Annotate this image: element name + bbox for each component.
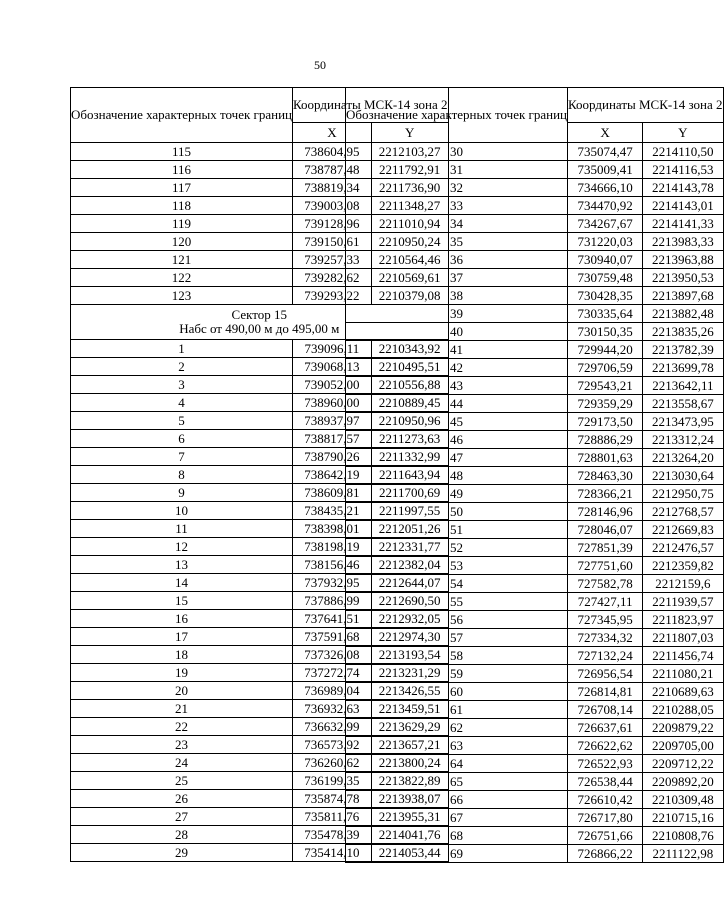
y-coordinate: 2210379,08 — [371, 287, 448, 305]
x-coordinate: 727851,39 — [568, 539, 643, 557]
y-coordinate: 2211348,27 — [371, 197, 448, 215]
x-coordinate: 726956,54 — [568, 665, 643, 683]
point-number: 60 — [346, 683, 568, 701]
y-coordinate: 2212950,75 — [643, 485, 723, 503]
point-number: 55 — [346, 593, 568, 611]
x-coordinate: 736989,04 — [293, 682, 372, 700]
x-coordinate: 735811,76 — [293, 808, 372, 826]
table-row — [346, 305, 724, 323]
point-number: 61 — [346, 701, 568, 719]
point-number: 7 — [71, 448, 293, 466]
point-number: 58 — [346, 647, 568, 665]
x-coordinate: 726538,44 — [568, 773, 643, 791]
x-coordinate: 737272,74 — [293, 664, 372, 682]
y-coordinate: 2210689,63 — [643, 683, 723, 701]
point-number: 37 — [346, 269, 568, 287]
x-coordinate: 730335,64 — [568, 305, 643, 323]
table-row — [346, 827, 724, 845]
x-coordinate: 737886,99 — [293, 592, 372, 610]
x-coordinate: 726708,14 — [568, 701, 643, 719]
header-coordinates: Координаты МСК-14 зона 2 — [568, 88, 724, 123]
y-coordinate: 2213835,26 — [643, 323, 723, 341]
point-number: 116 — [71, 161, 293, 179]
point-number: 118 — [71, 197, 293, 215]
point-number: 117 — [71, 179, 293, 197]
y-coordinate: 2210288,05 — [643, 701, 723, 719]
point-number: 47 — [346, 449, 568, 467]
x-coordinate: 738604,95 — [293, 143, 372, 161]
table-row — [346, 647, 724, 665]
point-number: 22 — [71, 718, 293, 736]
point-number: 66 — [346, 791, 568, 809]
y-coordinate: 2214041,76 — [371, 826, 448, 844]
table-row — [346, 359, 724, 377]
y-coordinate: 2212974,30 — [371, 628, 448, 646]
point-number: 29 — [71, 844, 293, 862]
point-number: 6 — [71, 430, 293, 448]
table-row — [346, 323, 724, 341]
x-coordinate: 729173,50 — [568, 413, 643, 431]
y-coordinate: 2211792,91 — [371, 161, 448, 179]
x-coordinate: 734470,92 — [568, 197, 643, 215]
table-row — [346, 485, 724, 503]
point-number: 119 — [71, 215, 293, 233]
y-coordinate: 2211122,98 — [643, 845, 723, 863]
point-number: 31 — [346, 161, 568, 179]
point-number: 14 — [71, 574, 293, 592]
y-coordinate: 2211939,57 — [643, 593, 723, 611]
x-coordinate: 736932,63 — [293, 700, 372, 718]
table-row — [346, 179, 724, 197]
point-number: 50 — [346, 503, 568, 521]
table-row — [346, 773, 724, 791]
x-coordinate: 738642,19 — [293, 466, 372, 484]
point-number: 41 — [346, 341, 568, 359]
table-row — [346, 251, 724, 269]
y-coordinate: 2213193,54 — [371, 646, 448, 664]
point-number: 2 — [71, 358, 293, 376]
table-row — [346, 161, 724, 179]
x-coordinate: 739052,00 — [293, 376, 372, 394]
point-number: 68 — [346, 827, 568, 845]
header-point-label: Обозначение характерных точек границ — [71, 88, 293, 143]
y-coordinate: 2211080,21 — [643, 665, 723, 683]
y-coordinate: 2213950,53 — [643, 269, 723, 287]
point-number: 17 — [71, 628, 293, 646]
y-coordinate: 2212382,04 — [371, 556, 448, 574]
point-number: 48 — [346, 467, 568, 485]
y-coordinate: 2214053,44 — [371, 844, 448, 862]
x-coordinate: 739096,11 — [293, 340, 372, 358]
x-coordinate: 735478,39 — [293, 826, 372, 844]
x-coordinate: 729706,59 — [568, 359, 643, 377]
y-coordinate: 2210950,96 — [371, 412, 448, 430]
y-coordinate: 2213963,88 — [643, 251, 723, 269]
point-number: 65 — [346, 773, 568, 791]
y-coordinate: 2210343,92 — [371, 340, 448, 358]
y-coordinate: 2212051,26 — [371, 520, 448, 538]
y-coordinate: 2212159,6 — [643, 575, 723, 593]
point-number: 12 — [71, 538, 293, 556]
x-coordinate: 737591,68 — [293, 628, 372, 646]
x-coordinate: 737641,51 — [293, 610, 372, 628]
x-coordinate: 727334,32 — [568, 629, 643, 647]
x-coordinate: 726717,80 — [568, 809, 643, 827]
table-row — [346, 377, 724, 395]
y-coordinate: 2212644,07 — [371, 574, 448, 592]
table-row — [346, 557, 724, 575]
y-coordinate: 2213231,29 — [371, 664, 448, 682]
x-coordinate: 726610,42 — [568, 791, 643, 809]
sector-title: Сектор 15 — [231, 307, 288, 322]
point-number: 52 — [346, 539, 568, 557]
point-number: 121 — [71, 251, 293, 269]
point-number: 120 — [71, 233, 293, 251]
y-coordinate: 2213938,07 — [371, 790, 448, 808]
point-number: 26 — [71, 790, 293, 808]
table-row — [346, 287, 724, 305]
y-coordinate: 2213897,68 — [643, 287, 723, 305]
x-coordinate: 739128,96 — [293, 215, 372, 233]
table-row — [346, 143, 724, 161]
table-row — [346, 197, 724, 215]
table-row — [346, 215, 724, 233]
point-number: 59 — [346, 665, 568, 683]
point-number: 30 — [346, 143, 568, 161]
y-coordinate: 2213782,39 — [643, 341, 723, 359]
point-number: 51 — [346, 521, 568, 539]
x-coordinate: 738790,26 — [293, 448, 372, 466]
y-coordinate: 2213657,21 — [371, 736, 448, 754]
point-number: 8 — [71, 466, 293, 484]
x-coordinate: 735074,47 — [568, 143, 643, 161]
y-coordinate: 2213459,51 — [371, 700, 448, 718]
y-coordinate: 2213030,64 — [643, 467, 723, 485]
x-coordinate: 737326,08 — [293, 646, 372, 664]
x-coordinate: 738609,81 — [293, 484, 372, 502]
header-y: Y — [371, 123, 448, 143]
point-number: 56 — [346, 611, 568, 629]
point-number: 40 — [346, 323, 568, 341]
header-coordinates: Координаты МСК-14 зона 2 — [293, 88, 449, 123]
table-row — [346, 395, 724, 413]
y-coordinate: 2211700,69 — [371, 484, 448, 502]
y-coordinate: 2211643,94 — [371, 466, 448, 484]
point-number: 25 — [71, 772, 293, 790]
point-number: 43 — [346, 377, 568, 395]
point-number: 35 — [346, 233, 568, 251]
y-coordinate: 2213699,78 — [643, 359, 723, 377]
x-coordinate: 727345,95 — [568, 611, 643, 629]
point-number: 42 — [346, 359, 568, 377]
y-coordinate: 2209705,00 — [643, 737, 723, 755]
y-coordinate: 2212690,50 — [371, 592, 448, 610]
x-coordinate: 726637,61 — [568, 719, 643, 737]
y-coordinate: 2211010,94 — [371, 215, 448, 233]
table-row — [346, 755, 724, 773]
point-number: 3 — [71, 376, 293, 394]
x-coordinate: 729944,20 — [568, 341, 643, 359]
table-row — [346, 845, 724, 863]
table-row — [346, 503, 724, 521]
x-coordinate: 726622,62 — [568, 737, 643, 755]
x-coordinate: 727751,60 — [568, 557, 643, 575]
point-number: 49 — [346, 485, 568, 503]
x-coordinate: 739282,62 — [293, 269, 372, 287]
x-coordinate: 731220,03 — [568, 233, 643, 251]
point-number: 28 — [71, 826, 293, 844]
point-number: 4 — [71, 394, 293, 412]
y-coordinate: 2211823,97 — [643, 611, 723, 629]
y-coordinate: 2213473,95 — [643, 413, 723, 431]
table-row — [346, 233, 724, 251]
y-coordinate: 2213882,48 — [643, 305, 723, 323]
y-coordinate: 2212331,77 — [371, 538, 448, 556]
x-coordinate: 738937,97 — [293, 412, 372, 430]
point-number: 115 — [71, 143, 293, 161]
point-number: 64 — [346, 755, 568, 773]
y-coordinate: 2212669,83 — [643, 521, 723, 539]
x-coordinate: 737932,95 — [293, 574, 372, 592]
y-coordinate: 2211332,99 — [371, 448, 448, 466]
point-number: 21 — [71, 700, 293, 718]
point-number: 9 — [71, 484, 293, 502]
table-row — [346, 701, 724, 719]
y-coordinate: 2210950,24 — [371, 233, 448, 251]
point-number: 16 — [71, 610, 293, 628]
x-coordinate: 728886,29 — [568, 431, 643, 449]
point-number: 10 — [71, 502, 293, 520]
x-coordinate: 738156,46 — [293, 556, 372, 574]
y-coordinate: 2210556,88 — [371, 376, 448, 394]
sector-subtitle: Набс от 490,00 м до 495,00 м — [179, 321, 340, 336]
table-row — [346, 809, 724, 827]
table-row — [346, 467, 724, 485]
x-coordinate: 728046,07 — [568, 521, 643, 539]
y-coordinate: 2213822,89 — [371, 772, 448, 790]
x-coordinate: 736573,92 — [293, 736, 372, 754]
x-coordinate: 739293,22 — [293, 287, 372, 305]
point-number: 13 — [71, 556, 293, 574]
x-coordinate: 727427,11 — [568, 593, 643, 611]
point-number: 45 — [346, 413, 568, 431]
x-coordinate: 726522,93 — [568, 755, 643, 773]
x-coordinate: 735009,41 — [568, 161, 643, 179]
point-number: 27 — [71, 808, 293, 826]
y-coordinate: 2214143,78 — [643, 179, 723, 197]
y-coordinate: 2213800,24 — [371, 754, 448, 772]
x-coordinate: 736199,35 — [293, 772, 372, 790]
point-number: 63 — [346, 737, 568, 755]
y-coordinate: 2209712,22 — [643, 755, 723, 773]
x-coordinate: 736260,62 — [293, 754, 372, 772]
point-number: 32 — [346, 179, 568, 197]
point-number: 33 — [346, 197, 568, 215]
y-coordinate: 2214116,53 — [643, 161, 723, 179]
x-coordinate: 728463,30 — [568, 467, 643, 485]
point-number: 54 — [346, 575, 568, 593]
y-coordinate: 2214141,33 — [643, 215, 723, 233]
x-coordinate: 726814,81 — [568, 683, 643, 701]
y-coordinate: 2211736,90 — [371, 179, 448, 197]
x-coordinate: 739003,08 — [293, 197, 372, 215]
x-coordinate: 730940,07 — [568, 251, 643, 269]
y-coordinate: 2209892,20 — [643, 773, 723, 791]
header-x: X — [568, 123, 643, 143]
header-point-label: Обозначение характерных точек границ — [346, 88, 568, 143]
x-coordinate: 730428,35 — [568, 287, 643, 305]
coordinates-table-right — [345, 87, 724, 863]
table-row — [346, 719, 724, 737]
point-number: 18 — [71, 646, 293, 664]
table-row — [346, 269, 724, 287]
point-number: 46 — [346, 431, 568, 449]
y-coordinate: 2213629,29 — [371, 718, 448, 736]
y-coordinate: 2211997,55 — [371, 502, 448, 520]
y-coordinate: 2210309,48 — [643, 791, 723, 809]
point-number: 69 — [346, 845, 568, 863]
y-coordinate: 2211456,74 — [643, 647, 723, 665]
x-coordinate: 739068,13 — [293, 358, 372, 376]
table-row — [346, 629, 724, 647]
y-coordinate: 2210564,46 — [371, 251, 448, 269]
x-coordinate: 738198,19 — [293, 538, 372, 556]
y-coordinate: 2210715,16 — [643, 809, 723, 827]
y-coordinate: 2212768,57 — [643, 503, 723, 521]
point-number: 20 — [71, 682, 293, 700]
point-number: 123 — [71, 287, 293, 305]
point-number: 11 — [71, 520, 293, 538]
y-coordinate: 2213426,55 — [371, 682, 448, 700]
x-coordinate: 736632,99 — [293, 718, 372, 736]
x-coordinate: 726751,66 — [568, 827, 643, 845]
y-coordinate: 2210495,51 — [371, 358, 448, 376]
point-number: 53 — [346, 557, 568, 575]
y-coordinate: 2210808,76 — [643, 827, 723, 845]
table-row — [346, 413, 724, 431]
x-coordinate: 738817,57 — [293, 430, 372, 448]
point-number: 57 — [346, 629, 568, 647]
x-coordinate: 730759,48 — [568, 269, 643, 287]
table-row — [346, 521, 724, 539]
table-row — [346, 683, 724, 701]
table-row — [346, 611, 724, 629]
header-y: Y — [643, 123, 723, 143]
page-number: 50 — [314, 58, 326, 72]
table-row — [346, 791, 724, 809]
y-coordinate: 2214143,01 — [643, 197, 723, 215]
x-coordinate: 729543,21 — [568, 377, 643, 395]
x-coordinate: 728366,21 — [568, 485, 643, 503]
y-coordinate: 2212103,27 — [371, 143, 448, 161]
point-number: 5 — [71, 412, 293, 430]
x-coordinate: 738398,01 — [293, 520, 372, 538]
y-coordinate: 2211273,63 — [371, 430, 448, 448]
table-row — [346, 431, 724, 449]
table-row — [346, 665, 724, 683]
point-number: 38 — [346, 287, 568, 305]
y-coordinate: 2213955,31 — [371, 808, 448, 826]
x-coordinate: 735414,10 — [293, 844, 372, 862]
x-coordinate: 727132,24 — [568, 647, 643, 665]
x-coordinate: 730150,35 — [568, 323, 643, 341]
x-coordinate: 727582,78 — [568, 575, 643, 593]
x-coordinate: 729359,29 — [568, 395, 643, 413]
point-number: 62 — [346, 719, 568, 737]
y-coordinate: 2213983,33 — [643, 233, 723, 251]
x-coordinate: 738960,00 — [293, 394, 372, 412]
header-x: X — [293, 123, 372, 143]
x-coordinate: 738819,34 — [293, 179, 372, 197]
x-coordinate: 738787,48 — [293, 161, 372, 179]
x-coordinate: 735874,78 — [293, 790, 372, 808]
y-coordinate: 2212932,05 — [371, 610, 448, 628]
y-coordinate: 2214110,50 — [643, 143, 723, 161]
table-row — [346, 593, 724, 611]
table-row — [346, 341, 724, 359]
x-coordinate: 728801,63 — [568, 449, 643, 467]
x-coordinate: 728146,96 — [568, 503, 643, 521]
y-coordinate: 2212359,82 — [643, 557, 723, 575]
point-number: 24 — [71, 754, 293, 772]
point-number: 15 — [71, 592, 293, 610]
x-coordinate: 726866,22 — [568, 845, 643, 863]
y-coordinate: 2213264,20 — [643, 449, 723, 467]
y-coordinate: 2213642,11 — [643, 377, 723, 395]
point-number: 34 — [346, 215, 568, 233]
table-row — [346, 449, 724, 467]
table-row — [346, 737, 724, 755]
y-coordinate: 2211807,03 — [643, 629, 723, 647]
y-coordinate: 2212476,57 — [643, 539, 723, 557]
y-coordinate: 2210889,45 — [371, 394, 448, 412]
x-coordinate: 739150,61 — [293, 233, 372, 251]
y-coordinate: 2209879,22 — [643, 719, 723, 737]
point-number: 67 — [346, 809, 568, 827]
y-coordinate: 2210569,61 — [371, 269, 448, 287]
point-number: 36 — [346, 251, 568, 269]
y-coordinate: 2213312,24 — [643, 431, 723, 449]
point-number: 122 — [71, 269, 293, 287]
point-number: 19 — [71, 664, 293, 682]
table-row — [346, 539, 724, 557]
point-number: 39 — [346, 305, 568, 323]
x-coordinate: 738435,21 — [293, 502, 372, 520]
point-number: 23 — [71, 736, 293, 754]
table-row — [346, 575, 724, 593]
x-coordinate: 739257,33 — [293, 251, 372, 269]
x-coordinate: 734666,10 — [568, 179, 643, 197]
x-coordinate: 734267,67 — [568, 215, 643, 233]
point-number: 44 — [346, 395, 568, 413]
y-coordinate: 2213558,67 — [643, 395, 723, 413]
point-number: 1 — [71, 340, 293, 358]
